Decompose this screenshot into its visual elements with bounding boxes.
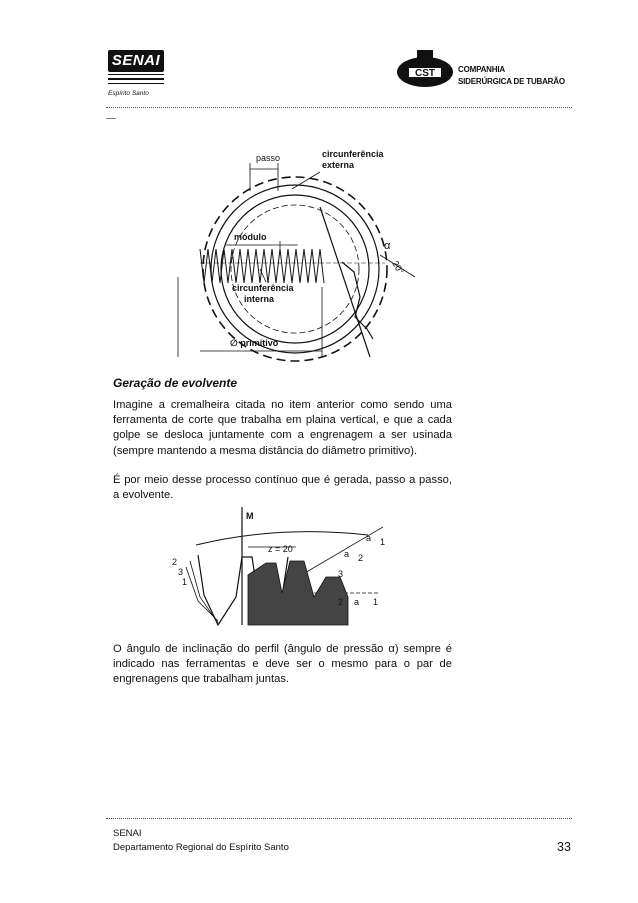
senai-logo-rules xyxy=(108,74,164,87)
label-z: z = 20 xyxy=(268,544,293,554)
paragraph-2: É por meio desse processo contínuo que é gerada, passo a passo, a evolvente. xyxy=(113,474,452,502)
label-n3-left: 3 xyxy=(178,567,184,577)
label-a-3: a xyxy=(354,597,360,607)
label-diametro-primitivo: ∅ primitivo xyxy=(230,338,279,348)
label-n3-right: 3 xyxy=(338,569,344,579)
footer-department: Departamento Regional do Espírito Santo xyxy=(113,842,289,853)
company-name xyxy=(458,64,565,88)
senai-logo xyxy=(108,50,164,72)
header-mark xyxy=(106,118,116,119)
label-circ-externa-1: circunferência xyxy=(322,149,384,159)
label-circ-interna-2: interna xyxy=(244,294,275,304)
label-circ-externa-2: externa xyxy=(322,160,355,170)
label-m: M xyxy=(246,511,254,521)
senai-logo-text: SENAI xyxy=(111,52,161,69)
footer-rule xyxy=(106,818,572,819)
cst-logo xyxy=(395,48,455,90)
paragraph-1: Imagine a cremalheira citada no item anterior como sendo uma ferramenta de corte que trabalha em plaina vertical, e que a cada golpe se desloca juntamente com a engrenagem a ser usinada (sempre mantendo a mesma distância do diâmetro primitivo). xyxy=(113,399,452,457)
label-n2-right: 2 xyxy=(358,553,364,563)
paragraph-3: O ângulo de inclinação do perfil (ângulo de pressão α) sempre é indicado nas ferramentas e deve ser o mesmo para o par de engrenagens que trabalham juntas. xyxy=(113,643,452,686)
header-rule xyxy=(106,107,572,108)
senai-region: Espírito Santo xyxy=(108,90,149,97)
label-n2-left: 2 xyxy=(172,557,178,567)
page-number: 33 xyxy=(557,840,571,854)
label-a-1: a xyxy=(366,533,372,543)
cst-logo-text: CST xyxy=(415,68,435,79)
section-heading: Geração de evolvente xyxy=(113,376,238,390)
label-n2-bottom: 2 xyxy=(338,597,344,607)
gear-rack-diagram xyxy=(170,137,470,362)
label-n1-bottom: 1 xyxy=(373,597,379,607)
label-passo: passo xyxy=(256,153,281,163)
label-alpha: α xyxy=(384,240,391,252)
company-line-1: COMPANHIA xyxy=(458,65,505,74)
label-n1-left: 1 xyxy=(182,577,188,587)
involute-generation-diagram xyxy=(168,505,393,630)
footer-org: SENAI xyxy=(113,828,142,839)
label-modulo: módulo xyxy=(234,232,267,242)
label-circ-interna-1: circunferência xyxy=(232,283,294,293)
company-line-2: SIDERÚRGICA DE TUBARÃO xyxy=(458,77,565,86)
label-n1-right: 1 xyxy=(380,537,386,547)
label-angle: 20° xyxy=(390,259,406,276)
label-a-2: a xyxy=(344,549,350,559)
